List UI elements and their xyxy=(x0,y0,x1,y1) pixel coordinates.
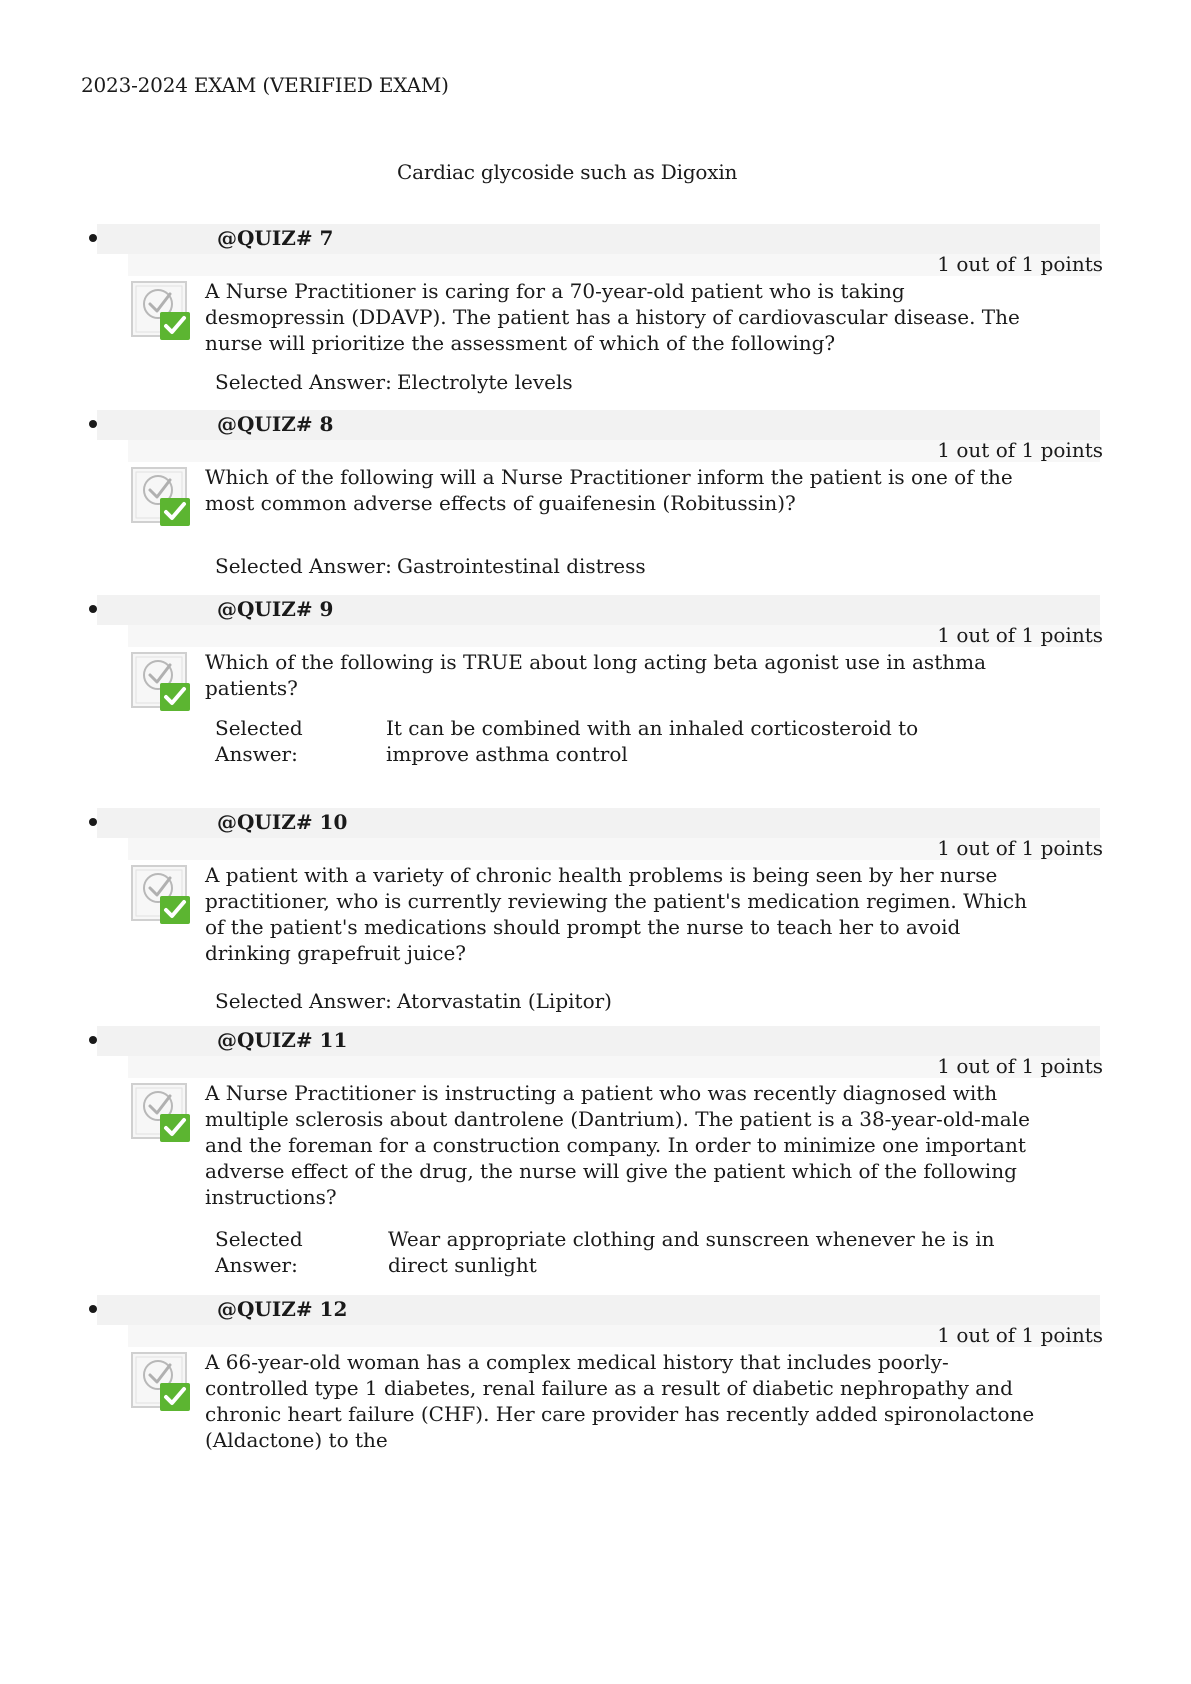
correct-check-icon xyxy=(130,651,194,715)
question-text: A Nurse Practitioner is caring for a 70-year-old patient who is taking desmopressin (DDAVP). The patient has a history of cardiovascular disease. The nurse will prioritize the assessment of which of the following? xyxy=(205,279,1020,355)
selected-answer-label: Selected Answer: xyxy=(215,370,392,394)
quiz-title: @QUIZ# 12 xyxy=(217,1297,348,1321)
selected-answer-label: Selected Answer: xyxy=(215,1227,303,1277)
question-text: Which of the following is TRUE about long acting beta agonist use in asthma patients? xyxy=(205,650,986,700)
points-score: 1 out of 1 points xyxy=(937,438,1103,462)
correct-check-icon xyxy=(130,280,194,344)
points-score: 1 out of 1 points xyxy=(937,623,1103,647)
quiz-title: @QUIZ# 8 xyxy=(217,412,334,436)
previous-answer-text: Cardiac glycoside such as Digoxin xyxy=(397,160,738,184)
points-score: 1 out of 1 points xyxy=(937,836,1103,860)
selected-answer-value: Gastrointestinal distress xyxy=(397,554,646,578)
selected-answer-value: Wear appropriate clothing and sunscreen whenever he is in direct sunlight xyxy=(388,1227,995,1277)
points-score: 1 out of 1 points xyxy=(937,1323,1103,1347)
quiz-item xyxy=(0,224,1191,404)
quiz-item xyxy=(0,410,1191,590)
points-score: 1 out of 1 points xyxy=(937,252,1103,276)
quiz-item xyxy=(0,1295,1191,1452)
selected-answer-value: Atorvastatin (Lipitor) xyxy=(397,989,612,1013)
quiz-title: @QUIZ# 11 xyxy=(217,1028,348,1052)
correct-check-icon xyxy=(130,864,194,928)
bullet-icon xyxy=(89,234,97,242)
bullet-icon xyxy=(89,818,97,826)
selected-answer-label: Selected Answer: xyxy=(215,716,303,766)
bullet-icon xyxy=(89,420,97,428)
points-score: 1 out of 1 points xyxy=(937,1054,1103,1078)
quiz-item xyxy=(0,595,1191,795)
bullet-icon xyxy=(89,605,97,613)
bullet-icon xyxy=(89,1305,97,1313)
quiz-item xyxy=(0,808,1191,1018)
quiz-title: @QUIZ# 7 xyxy=(217,226,334,250)
quiz-item xyxy=(0,1026,1191,1286)
question-text: A patient with a variety of chronic health problems is being seen by her nurse practitioner, who is currently reviewing the patient's medication regimen. Which of the patient's medications should prompt the nurse to teach her to avoid drinking grapefruit juice? xyxy=(205,863,1027,965)
quiz-title: @QUIZ# 10 xyxy=(217,810,348,834)
correct-check-icon xyxy=(130,1082,194,1146)
quiz-title: @QUIZ# 9 xyxy=(217,597,334,621)
correct-check-icon xyxy=(130,1351,194,1415)
selected-answer-label: Selected Answer: xyxy=(215,554,392,578)
selected-answer-value: It can be combined with an inhaled corticosteroid to improve asthma control xyxy=(386,716,919,766)
correct-check-icon xyxy=(130,466,194,530)
document-header: 2023-2024 EXAM (VERIFIED EXAM) xyxy=(81,73,449,97)
question-text: A Nurse Practitioner is instructing a patient who was recently diagnosed with multiple sclerosis about dantrolene (Dantrium). The patient is a 38-year-old-male and the foreman for a construction company. In order to minimize one important adverse effect of the drug, the nurse will give the patient which of the following instructions? xyxy=(205,1081,1030,1209)
bullet-icon xyxy=(89,1036,97,1044)
question-text: A 66-year-old woman has a complex medical history that includes poorly-controlled type 1 diabetes, renal failure as a result of diabetic nephropathy and chronic heart failure (CHF). Her care provider has recently added spironolactone (Aldactone) to the xyxy=(205,1350,1035,1452)
selected-answer-value: Electrolyte levels xyxy=(397,370,573,394)
selected-answer-label: Selected Answer: xyxy=(215,989,392,1013)
question-text: Which of the following will a Nurse Practitioner inform the patient is one of the most common adverse effects of guaifenesin (Robitussin)? xyxy=(205,465,1013,515)
